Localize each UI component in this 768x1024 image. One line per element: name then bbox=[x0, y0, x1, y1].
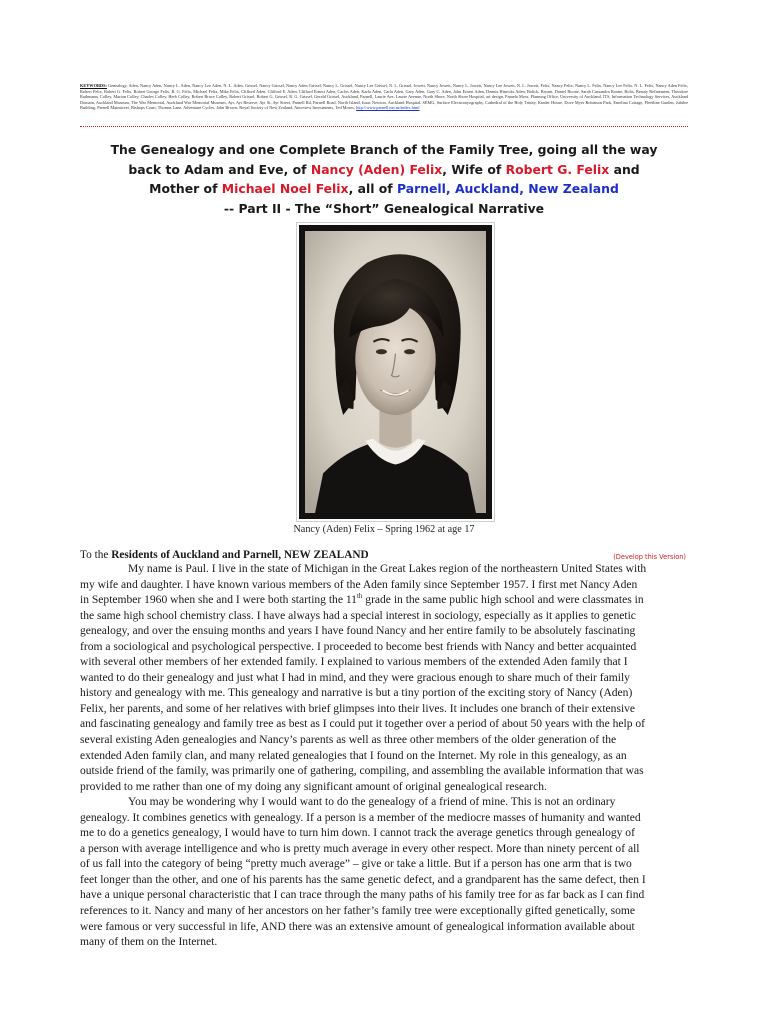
title-line-1: The Genealogy and one Complete Branch of the Family Tree, going all the way bbox=[110, 142, 658, 157]
body-line: from a sociological and psychological perspective. I proceeded to become best friends with Nancy and better acquainted bbox=[80, 640, 637, 653]
body-line: genealogy. It combines genetics with genealogy. If a person is a member of the mediocre masses of humanity and wanted bbox=[80, 811, 641, 824]
keywords-block bbox=[80, 83, 688, 111]
body-line: and fascinating genealogy and family tree as best as I could put it together over a period of about 50 years with the help of bbox=[80, 718, 645, 731]
portrait-illustration bbox=[305, 231, 486, 513]
page-title bbox=[80, 140, 688, 218]
portrait-photo bbox=[296, 222, 495, 522]
salutation-prefix: To the bbox=[80, 549, 112, 561]
salutation bbox=[80, 549, 369, 561]
title-text: back to Adam and Eve, of bbox=[128, 161, 311, 177]
body-line: several existing Aden genealogies and Nancy’s parents as well as three other members of the older generation of the bbox=[80, 734, 617, 747]
portrait-image bbox=[305, 231, 486, 513]
title-place: Parnell, Auckland, New Zealand bbox=[396, 181, 619, 197]
body-line: extended Aden family clan, and many related genealogies that I found on the Internet. My role in this genealogy, as an bbox=[80, 749, 627, 762]
body-line bbox=[80, 593, 696, 609]
body-line: references to it. Nancy and many of her ancestors on her father’s family tree were exceptionally gifted genetically, some bbox=[80, 905, 635, 918]
body-line: provided to me rather than one of my doing any significant amount of original genealogical research. bbox=[80, 780, 547, 793]
title-name-robert: Robert G. Felix bbox=[505, 161, 610, 177]
title-name-nancy: Nancy (Aden) Felix bbox=[310, 161, 443, 177]
body-line: Felix, her parents, and some of her relatives with brief glimpses into their lives. It includes one branch of their extensive bbox=[80, 702, 636, 715]
superscript: th bbox=[356, 592, 363, 601]
keywords-label: KEYWORDS: bbox=[80, 83, 107, 88]
title-text: and bbox=[609, 161, 640, 177]
body-line: You may be wondering why I would want to do the genealogy of a friend of mine. This is not an ordinary bbox=[128, 796, 616, 809]
keywords-link[interactable]: http://www.parnell.net.nz/index.html bbox=[356, 105, 420, 111]
body-line: with several other members of her extended family. I explained to various members of the extended Aden family that I bbox=[80, 656, 628, 669]
photo-caption: Nancy (Aden) Felix – Spring 1962 at age 17 bbox=[293, 524, 475, 535]
body-line: have a unique personal characteristic that I can trace through the many paths of his family tree for as far back as I can find bbox=[80, 889, 645, 902]
title-name-michael: Michael Noel Felix bbox=[221, 181, 349, 197]
narrative-body bbox=[80, 562, 696, 951]
body-line: feet longer than the other, and one of his parents has the same genetic defect, and a grandparent has the same defect, then I bbox=[80, 873, 646, 886]
title-text: , all of bbox=[348, 181, 397, 197]
photo-border bbox=[299, 225, 492, 519]
title-line-2 bbox=[80, 160, 688, 180]
body-text: grade in the same public high school and were classmates in bbox=[362, 594, 644, 607]
salutation-recipients: Residents of Auckland and Parnell, NEW ZEALAND bbox=[111, 549, 369, 561]
body-line: My name is Paul. I live in the state of Michigan in the Great Lakes region of the northeastern United States with bbox=[128, 563, 647, 575]
title-text: Mother of bbox=[149, 181, 222, 197]
red-divider bbox=[80, 126, 688, 127]
title-text: , Wife of bbox=[442, 161, 506, 177]
body-line: the same high school chemistry class. I have always had a special interest in sociology, especially as it applies to genetic bbox=[80, 609, 636, 622]
body-line: of us fall into the category of being “pretty much average” – give or take a little. But if a person has one arm that is two bbox=[80, 858, 632, 871]
body-line: outside friend of the family, was primarily one of gathering, compiling, and assembling the available information that was bbox=[80, 765, 644, 778]
body-line: me to do a genetics genealogy, I would have to turn him down. I cannot track the average genetics through genealogy of bbox=[80, 827, 635, 840]
body-text: in September 1960 when she and I were both starting the 11 bbox=[80, 594, 357, 607]
body-line: my wife and daughter. I have known various members of the Aden family since September 1957. I first met Nancy Aden bbox=[80, 578, 638, 591]
body-line: history and genealogy with me. This genealogy and narrative is but a tiny portion of the exciting story of Nancy (Aden) bbox=[80, 687, 633, 700]
body-line: many of them on the Internet. bbox=[80, 936, 218, 949]
title-line-4: -- Part II - The “Short” Genealogical Narrative bbox=[223, 200, 545, 216]
develop-version-link[interactable]: (Develop this Version) bbox=[613, 553, 686, 561]
keywords-text: Genealogy, Aden, Nancy Aden, Nancy L. Aden, Nancy Lee Aden, N. L. Aden, Grissel, Nancy Grissel, Nancy Aden Grissel, Nancy L. Grissel, Nancy Lee Grissel, N. L. Grissel, Jowett, Nancy Jowett, Nancy L. Jowett, Nancy Lee Jowett, N. L. Jowett, Felix, Nancy Felix, Nancy L. Felix, Nancy Lee Felix, N. L. Felix, Nancy Aden Felix, Robert Felix, Robert G. Felix, Robert George Felix, R. G. Felix, Michael Felix, Mike Felix, Clifford Aden, Clifford E. Aden, Clifford Ernest Aden, Carlos Aden, Karla Aden, Carla Aden, Gary Aden, Gary C. Aden, John Ernest Aden, Dennis Hinricks Aden, Bolick, Bryant, Daniel Boone, Sarah Cassandra Boone, Bolts, Beauty Refinement, Theodore Rathmann, Colley, Marion Colley, Charles Colley, Herb Colley, Robert Bruce Colley, Robert Grissel, Robert G. Grissel, R. G. Grissel, Gerald Grissel, Auckland, Parnell, Laurie Ave, Laurie Avenue, North Shore, North Shore Hospital, art design, Pamela Moss, Planning Office, University of Auckland, ITS, Information Technology Services, Auckland Domain, Auckland Museum, The War Memorial, Auckland War Memorial Museum, Ayr, Ayr Reserve, Ayr St, Ayr Street, Parnell Rd, Parnell Road, North Island, Isaac Newton, Auckland Hospital, SEMG, Surface Electromyography, Cathedral of the Holy Trinity, Kinder House, Dove Myer Robinson Park, Emelina Cottage, Fleetline Garden, Jubilee Building, Parnell Mainstreet, Bishops Court, Thomas Lane, Adventure Cycles, John Brown, Royal Society of New Zealand, Anorview Investments, Ted Moses, bbox=[80, 83, 688, 111]
body-line: wanted to do their genealogy and just what I had in mind, and they were gracious enough to share much of their family bbox=[80, 671, 630, 684]
body-line: genealogy, and over the ensuing months and years I have found Nancy and her entire family to be absolutely fascinating bbox=[80, 625, 636, 638]
body-line: a person with average intelligence and who is pretty much average in every other respect. More than ninety percent of all bbox=[80, 842, 640, 855]
body-line: were famous or very successful in life, AND there was an extensive amount of genealogical information available about bbox=[80, 920, 635, 933]
title-line-3 bbox=[80, 179, 688, 199]
